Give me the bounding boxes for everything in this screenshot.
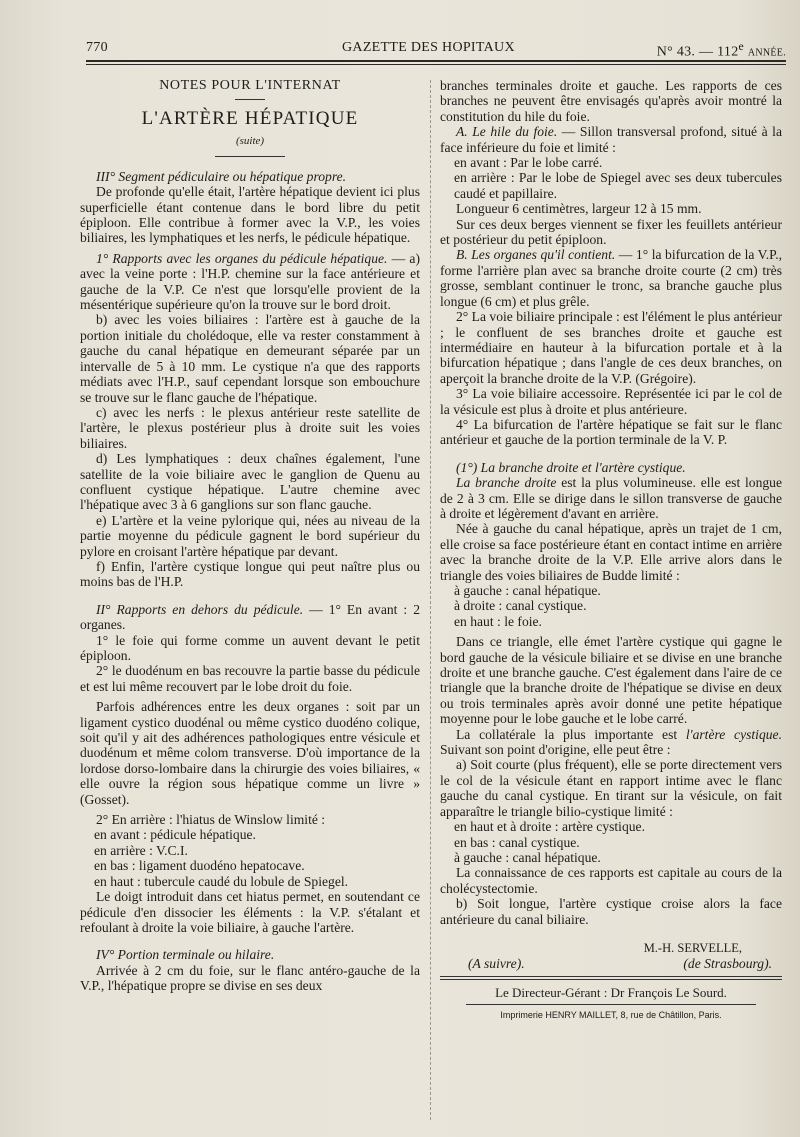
subheading: 1° Rapports avec les organes du pédicule hépatique. [96,250,388,266]
header-rule-thin [86,64,786,65]
header-rule [86,60,786,62]
list-item: en bas : canal cystique. [454,834,580,850]
paragraph: Dans ce triangle, elle émet l'artère cystique qui gagne le bord gauche de la vésicule biliaire et se divise en une branche droite et une branche gauche. C'est également dans l'aire de ce triangle que la branche droite de l'hépatique se divise en deux ou trois terminales après avoir donné une petite hépatique moyenne pour le lobe gauche et le lobe carré. [440,634,782,727]
winslow-list [80,827,420,889]
paragraph: De profonde qu'elle était, l'artère hépatique devient ici plus superficielle étant contenue dans le bord libre du petit épiploon. Elle contribue à former avec la V.P., les voies biliaires, les lymphatiques et les nerfs, le pédicule hépatique. [80,184,420,246]
paragraph: 1° le foie qui forme comme un auvent devant le petit épiploon. [80,632,420,663]
paragraph: e) L'artère et la veine pylorique qui, nées au niveau de la partie moyenne du pédicule gagnent le bord supérieur du pylore en croisant l'artère hépatique par devant. [80,512,420,559]
paragraph: 2° La voie biliaire principale : est l'élément le plus antérieur ; le confluent de ses branches droite et gauche est intermédiaire en hauteur à la bifurcation portale et à la bifurcation hépatique ; dans l'angle de ces deux branches, on aperçoit la branche droite de la V.P. (Grégoire). [440,309,782,386]
paragraph: Née à gauche du canal hépatique, après un trajet de 1 cm, elle croise sa face postérieure étant en contact intime en arrière avec la branche droite de la V.P. Elle arrive alors dans le triangle des voies biliaires de Budde limité : [440,521,782,583]
subheading: A. Le hile du foie. [456,124,558,140]
list-item: à gauche : canal hépatique. [454,583,601,598]
author-name: M.-H. SERVELLE, [643,940,742,955]
end-rule-thin [440,979,782,980]
paragraph: 4° La bifurcation de l'artère hépatique se fait sur le flanc antérieur et gauche de la portion terminale de la V. P. [440,416,782,448]
paragraph: Sur ces deux berges viennent se fixer les feuillets antérieur et postérieur du petit épiploon. [440,216,782,248]
paragraph-text: est la plus volumineuse. elle est longue de 2 à 3 cm. Elle se dirige dans le sillon transverse de gauche à droite et légèrement d'avant en arrière. [440,475,782,521]
list-item: à droite : canal cystique. [454,598,587,614]
page-number: 770 [86,40,108,55]
bilio-cystique-list [440,819,782,865]
paragraph: branches terminales droite et gauche. Les rapports de ces branches ne peuvent être envisagés qu'après avoir montré la constitution du hile du foie. [440,78,782,124]
paragraph: d) Les lymphatiques : deux chaînes également, l'une satellite de la voie biliaire avec le ganglion de Quenu au confluent cystique hépatique. L'autre chemine avec l'hépatique avec 3 à 6 ganglions sur son flanc gauche. [80,451,420,513]
left-column [80,78,420,994]
budde-list [440,583,782,629]
subheading: B. Les organes qu'il contient. [456,247,616,263]
heading-text: (1°) La branche droite et l'artère cystique. [456,459,686,475]
a-suivre: (A suivre). [468,956,525,972]
list-item: en avant : pédicule hépatique. [94,827,256,843]
issue-label: N° 43. — 112 [656,44,739,60]
author-place: (de Strasbourg). [683,956,772,972]
issue-number [657,40,786,61]
list-item: en haut : le foie. [454,613,542,629]
paragraph-text: La collatérale la plus importante est [456,726,686,742]
list-item: en arrière : Par le lobe de Spiegel avec ses deux tubercules caudé et papillaire. [454,170,782,201]
end-rule [440,976,782,977]
paragraph [440,247,782,309]
paragraph [440,124,782,155]
section-rule [235,99,265,100]
paragraph [440,727,782,758]
paragraph: Longueur 6 centimètres, largeur 12 à 15 mm. [456,201,702,217]
paragraph [440,475,782,521]
paragraph: 2° En arrière : l'hiatus de Winslow limité : [96,812,326,828]
paragraph: b) avec les voies biliaires : l'artère est à gauche de la portion initiale du cholédoque, elle va rester constamment à gauche du canal hépatique en demeurant séparée par un intervalle de 5 à 10 mm. Le cystique n'a que des rapports médiats avec l'H.P., sauf cependant lorsque son embouchure se trouve sur le flanc gauche de l'hépatique. [80,312,420,405]
section-heading-iv [80,947,420,962]
paragraph: 3° La voie biliaire accessoire. Représentée ici par le col de la vésicule est plus à droite et plus antérieure. [440,386,782,417]
list-item: en bas : ligament duodéno hepatocave. [94,858,305,874]
issue-annee: ANNÉE. [747,47,786,59]
column-divider [430,80,431,1120]
paragraph: a) Soit courte (plus fréquent), elle se porte directement vers le col de la vésicule étant en rapport intime avec le flanc gauche du canal cystique. En tirant sur la vésicule, on fait apparaître le triangle bilio-cystique limité : [440,757,782,819]
article-title: L'ARTÈRE HÉPATIQUE [141,108,359,130]
directeur-gerant: Le Directeur-Gérant : Dr François Le Sourd. [495,984,727,1000]
list-item: en arrière : V.C.I. [94,842,188,858]
imprimerie: Imprimerie HENRY MAILLET, 8, rue de Châtillon, Paris. [500,1010,722,1021]
author-signature [440,941,782,972]
hile-list [440,155,782,201]
emphasis: La branche droite [456,475,557,491]
paragraph: f) Enfin, l'artère cystique longue qui peut naître plus ou moins bas de l'H.P. [80,558,420,590]
paragraph-text: — a) avec la veine porte : l'H.P. chemine sur la face antérieure et gauche de la V.P. Ce n'est que lorsqu'elle provient de la mésentérique supérieure qu'on la trouve sur le bord droit. [80,250,420,313]
signature-row [440,956,782,971]
section-heading-branche [440,460,782,475]
section-heading-iii [80,169,420,184]
paragraph-text: — 1° la bifurcation de la V.P., forme l'arrière plan avec sa branche droite courte (2 cm) très grosse, semblant continuer le tronc, sa branche gauche plus longue (6 cm) et plus grêle. [440,247,782,309]
article-subtitle: (suite) [235,135,265,148]
list-item: en haut : tubercule caudé du lobule de Spiegel. [94,873,349,889]
list-item: à gauche : canal hépatique. [454,849,601,865]
paragraph: Arrivée à 2 cm du foie, sur le flanc antéro-gauche de la V.P., l'hépatique propre se divise en ses deux [80,962,420,994]
paragraph: Parfois adhérences entre les deux organes : soit par un ligament cystico duodénal ou même cystico duodéno colique, soit qu'il y ait des adhérences pathologiques entre vésicule et duodénum et même colom transverse. D'où importance de la lordose dorso-lombaire dans la chirurgie des voies biliaires, « elle ouvre la région sous hépatique comme un livre » (Gosset). [80,699,420,807]
paragraph: c) avec les nerfs : le plexus antérieur reste satellite de l'artère, le plexus postérieur plus à droite suit les voies biliaires. [80,404,420,451]
journal-title: GAZETTE DES HOPITAUX [342,40,515,55]
heading-text: IV° Portion terminale ou hilaire. [96,947,275,963]
emphasis: l'artère cystique. [685,726,782,742]
paragraph-text: — 1° En avant : 2 organes. [80,601,420,633]
paragraph: Le doigt introduit dans cet hiatus permet, en soutendant ce pédicule d'en dissocier les éléments : la V.P. s'étalant et refoulant à droite la voie biliaire, à gauche l'artère. [80,889,420,935]
list-item: en avant : Par le lobe carré. [454,155,603,171]
paragraph-text: Suivant son point d'origine, elle peut être : [440,742,671,758]
section-label: NOTES POUR L'INTERNAT [159,78,341,93]
subheading: II° Rapports en dehors du pédicule. [96,601,304,617]
issue-suffix: e [738,40,744,53]
paragraph-text: — Sillon transversal profond, situé à la face inférieure du foie et limité : [440,124,782,155]
imprint-rule [466,1004,756,1005]
heading-text: III° Segment pédiculaire ou hépatique propre. [96,168,347,184]
paragraph: La connaissance de ces rapports est capitale au cours de la cholécystectomie. [440,865,782,896]
page-header [86,40,786,62]
section-heading-ii [80,602,420,633]
list-item: en haut et à droite : artère cystique. [454,819,645,835]
right-column [440,78,782,1024]
title-rule [215,156,285,157]
paragraph: b) Soit longue, l'artère cystique croise alors la face antérieure du canal biliaire. [440,896,782,927]
paragraph [80,251,420,313]
paragraph: 2° le duodénum en bas recouvre la partie basse du pédicule et est lui même recouvert par le lobe droit du foie. [80,663,420,694]
